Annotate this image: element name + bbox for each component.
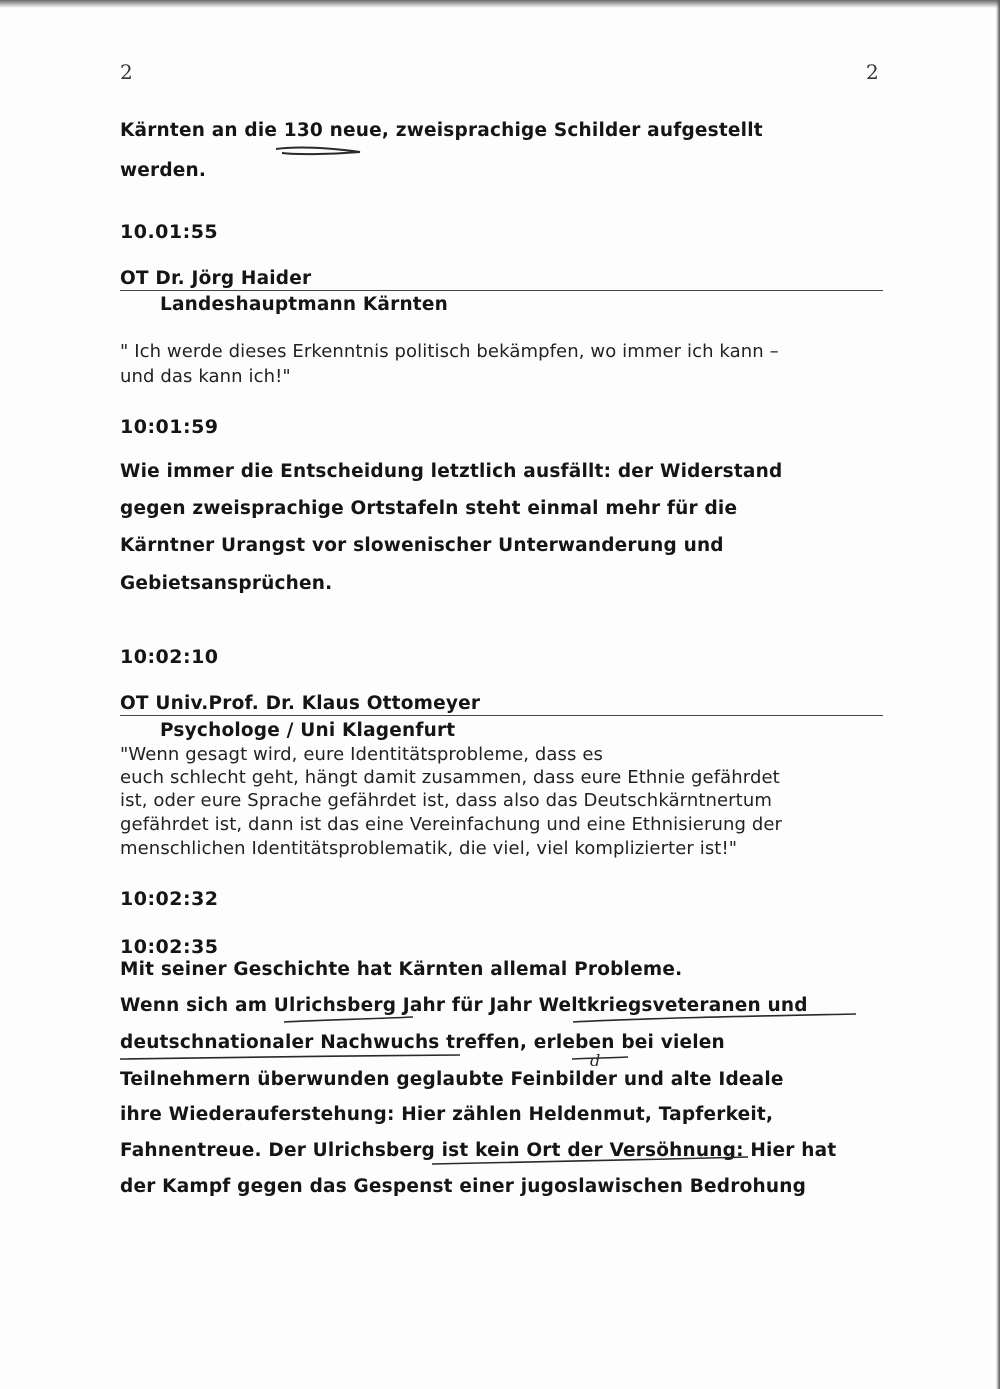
pen-underline-nachwuchs	[120, 1055, 460, 1059]
timecode-5: 10:02:35	[120, 936, 219, 958]
body-4-line-4: Teilnehmern überwunden geglaubte Feinbilder und alte Ideale	[120, 1069, 784, 1090]
intro-line-2: werden.	[120, 160, 207, 181]
pen-mark-treffen	[572, 1057, 628, 1059]
body-4-line-3: deutschnationaler Nachwuchs treffen, erleben bei vielen	[120, 1032, 725, 1053]
body-2-line-2: gegen zweisprachige Ortstafeln steht einmal mehr für die	[120, 498, 738, 519]
speaker-1-name: OT Dr. Jörg Haider	[120, 268, 312, 289]
speaker-2-name: OT Univ.Prof. Dr. Klaus Ottomeyer	[120, 693, 481, 714]
quote-2-line-5: menschlichen Identitätsproblematik, die viel, viel komplizierter ist!"	[120, 838, 738, 859]
quote-2-line-2: euch schlecht geht, hängt damit zusammen, dass eure Ethnie gefährdet	[120, 767, 780, 788]
speaker-2-rule	[120, 715, 883, 716]
body-4-line-6: Fahnentreue. Der Ulrichsberg ist kein Ort der Versöhnung: Hier hat	[120, 1140, 837, 1161]
speaker-1-role: Landeshauptmann Kärnten	[160, 294, 448, 315]
quote-2-line-1: "Wenn gesagt wird, eure Identitätsprobleme, dass es	[120, 744, 603, 765]
page-number-right: 2	[866, 60, 879, 84]
timecode-1: 10.01:55	[120, 221, 219, 243]
body-4-line-7: der Kampf gegen das Gespenst einer jugoslawischen Bedrohung	[120, 1176, 807, 1197]
pen-underline-130	[276, 148, 360, 155]
quote-2-line-4: gefährdet ist, dann ist das eine Vereinfachung und eine Ethnisierung der	[120, 814, 783, 835]
page-number-left: 2	[120, 60, 133, 84]
intro-line-1: Kärnten an die 130 neue, zweisprachige Schilder aufgestellt	[120, 120, 763, 141]
quote-2-line-3: ist, oder eure Sprache gefährdet ist, dass also das Deutschkärntnertum	[120, 790, 772, 811]
scan-shadow-right	[996, 0, 1000, 1389]
speaker-1-rule	[120, 290, 883, 291]
body-4-line-5: ihre Wiederauferstehung: Hier zählen Heldenmut, Tapferkeit,	[120, 1104, 774, 1125]
body-4-line-2: Wenn sich am Ulrichsberg Jahr für Jahr Weltkriegsveteranen und	[120, 995, 808, 1016]
speaker-2-role: Psychologe / Uni Klagenfurt	[160, 720, 456, 741]
body-2-line-3: Kärntner Urangst vor slowenischer Unterwanderung und	[120, 535, 724, 556]
handwritten-d-insert: d	[590, 1051, 601, 1070]
quote-1-line-2: und das kann ich!"	[120, 366, 291, 387]
quote-1-line-1: " Ich werde dieses Erkenntnis politisch bekämpfen, wo immer ich kann –	[120, 341, 779, 362]
body-2-line-4: Gebietsansprüchen.	[120, 573, 333, 594]
body-2-line-1: Wie immer die Entscheidung letztlich ausfällt: der Widerstand	[120, 461, 783, 482]
pen-underline-ulrichsberg-1	[284, 1017, 413, 1022]
timecode-2: 10:01:59	[120, 416, 219, 438]
timecode-3: 10:02:10	[120, 646, 219, 668]
body-4-line-1: Mit seiner Geschichte hat Kärnten allemal Probleme.	[120, 959, 683, 980]
timecode-4: 10:02:32	[120, 888, 219, 910]
scan-shadow-top	[0, 0, 1000, 8]
